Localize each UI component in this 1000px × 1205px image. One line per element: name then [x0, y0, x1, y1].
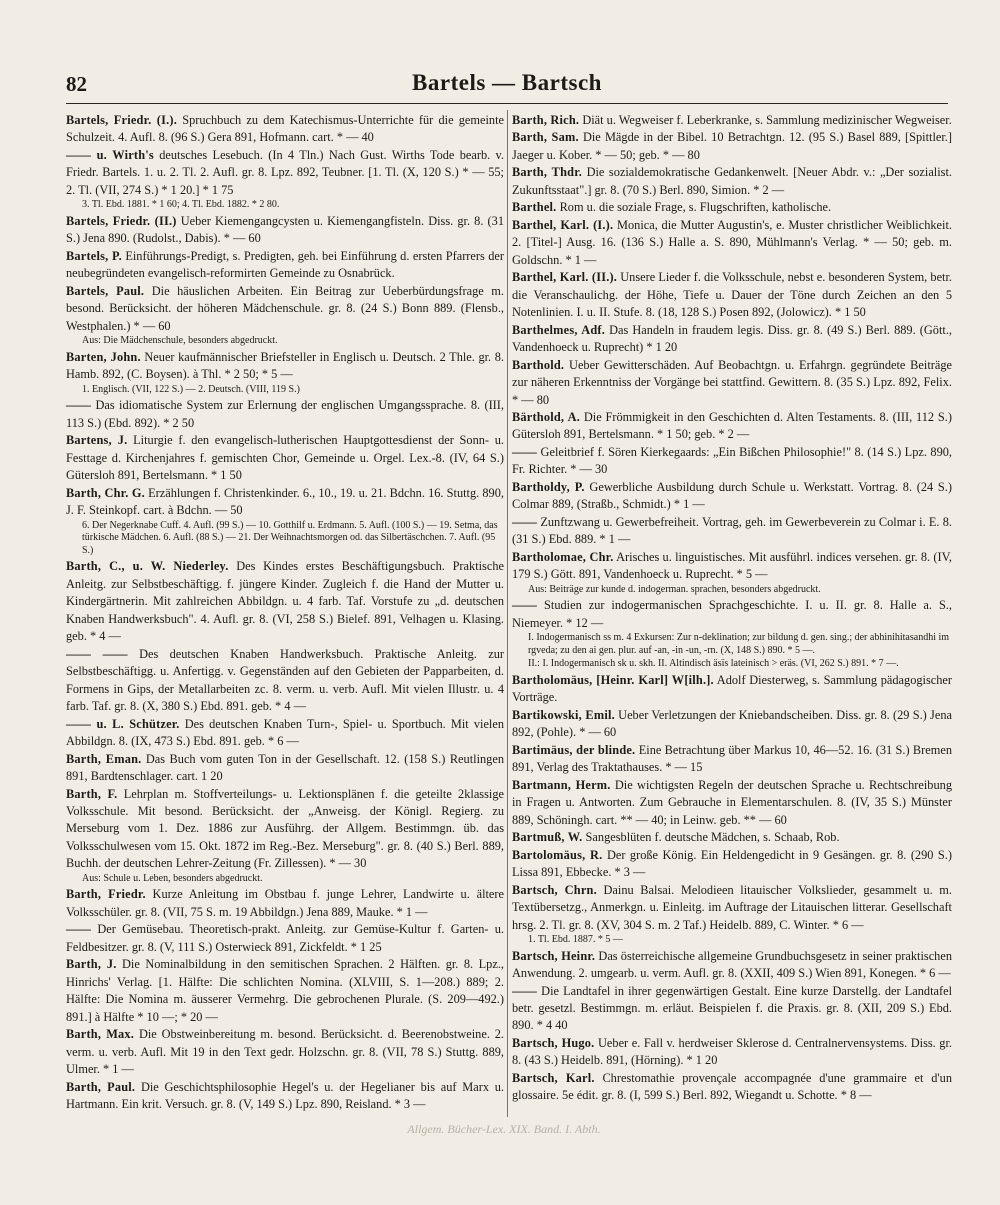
bibliography-entry — [66, 751, 504, 786]
entry-text: Studien zur indogermanischen Sprachgeschichte. I. u. II. gr. 8. Halle a. S., Niemeyer. * 12 — — [512, 598, 952, 630]
entry-author: Bartels, P. — [66, 248, 122, 263]
entry-text: Einführungs-Predigt, s. Predigten, geh. bei Einführung d. ersten Pfarrers der neubegründeten evangelisch-reformirten Gemeinde zu Osnabrück. — [66, 248, 504, 281]
entry-author: Bärthold, A. — [512, 409, 580, 424]
entry-author: Bartholomäus, [Heinr. Karl] W[ilh.]. — [512, 672, 714, 687]
entry-author: Barth, Eman. — [66, 751, 142, 766]
entry-author: Barth, Paul. — [66, 1079, 136, 1094]
entry-text: Diät u. Wegweiser f. Leberkranke, s. Sammlung medizinischer Wegweiser. — [582, 113, 952, 127]
bibliography-entry — [66, 485, 504, 520]
entry-author: Barthel, Karl. (II.). — [512, 270, 618, 285]
bibliography-entry — [66, 921, 504, 956]
entry-author: Barten, John. — [66, 349, 141, 364]
right-column — [512, 112, 952, 1105]
entry-text: Das Buch vom guten Ton in der Gesellschaft. 12. (158 S.) Reutlingen 891, Bardtenschlager. cart. 1 20 — [66, 751, 504, 784]
bibliography-entry — [66, 397, 504, 432]
entry-author: —— — [512, 598, 538, 613]
entry-author: Barthelmes, Adf. — [512, 322, 606, 337]
entry-text: Unsere Lieder f. die Volksschule, nebst e. besonderen System, betr. die Veranschaulichg. der Höhe, Tiefe u. Dauer der Töne durch Zeichen an den 5 Notenlinien. I. u. II. Stufe. 8. (18, 128 S.) Posen 892, (Jolowicz). * 1 50 — [512, 270, 952, 320]
bibliography-entry — [66, 283, 504, 335]
entry-text: Die Frömmigkeit in den Geschichten d. Alten Testaments. 8. (III, 112 S.) Gütersloh 891, Bertelsmann. * 1 50; geb. * 2 — — [512, 409, 952, 442]
entry-text: Des Kindes erstes Beschäftigungsbuch. Praktische Anleitg. zur Selbstbeschäftigg. f. jüngere Kinder. Zugleich f. die Hand der Mutter u. Kindergärtnerin. Mit zahlreichen Abbildgn. u. 4 farb. Taf. Vorstufe zu „d. deutschen Knaben Handwerksbuch". 4. Aufl. gr. 8. (VI, 258 S.) Bielef. 891, Velhagen u. Klasing. geb. * 4 — — [66, 559, 504, 644]
entry-author: —— — [512, 983, 538, 998]
bibliography-entry — [512, 217, 952, 269]
bibliography-entry — [512, 597, 952, 632]
entry-text: Eine Betrachtung über Markus 10, 46—52. 16. (31 S.) Bremen 891, Verlag des Traktathauses. * — 15 — [512, 742, 953, 775]
entry-text: Kurze Anleitung im Obstbau f. junge Lehrer, Landwirte u. ältere Volksschüler. gr. 8. (VII, 75 S. m. 19 Abbildgn.) Jena 889, Mauke. * 1 — — [66, 887, 504, 919]
entry-text: Des deutschen Knaben Handwerksbuch. Praktische Anleitg. zur Selbstbeschäftigg. u. Anfertigg. v. Gegenständen auf den Gebieten der Papparbeiten, d. Formens in Gips, der Metallarbeiten zc. 8. verm. u. verb. Aufl. Mit vielen Illustr. u. 4 farb. Taf. gr. 8. (X, 380 S.) Ebd. 891. geb. * 4 — — [66, 646, 504, 714]
bibliography-entry — [66, 558, 504, 645]
entry-author: Bartsch, Chrn. — [512, 882, 597, 897]
entry-author: —— u. Wirth's — [66, 147, 154, 162]
entry-text: Zunftzwang u. Gewerbefreiheit. Vortrag, geh. im Gewerbeverein zu Colmar i. E. 8. (31 S.) Ebd. 889. * 1 — — [512, 514, 952, 547]
entry-author: Bartsch, Hugo. — [512, 1035, 595, 1050]
entry-author: Barthold. — [512, 357, 565, 372]
left-column — [66, 112, 504, 1114]
entry-note: Aus: Schule u. Leben, besonders abgedruckt. — [82, 872, 263, 884]
entry-text: Ueber Gewitterschäden. Auf Beobachtgn. u. Erfahrgn. gegründete Beiträge zur näheren Erkenntniss der Vorgänge bei stattfind. Gewittern. 8. (35 S.) Lpz. 892, Felix. * — 80 — [512, 357, 952, 407]
entry-author: —— u. L. Schützer. — [66, 716, 180, 731]
entry-note: 3. Tl. Ebd. 1881. * 1 60; 4. Tl. Ebd. 1882. * 2 80. — [82, 199, 280, 211]
entry-text: Gewerbliche Ausbildung durch Schule u. Werkstatt. Vortrag. 8. (24 S.) Colmar 889, (Straßb., Schmidt.) * 1 — — [512, 479, 952, 512]
entry-text: Liturgie f. den evangelisch-lutherischen Hauptgottesdienst der Sonn- u. Festtage d. Kirchenjahres f. gemischten Chor, Gemeinde u. Orgel. Lex.-8. (IV, 64 S.) Gütersloh 891, Bertelsmann. * 1 50 — [66, 433, 504, 483]
entry-note: 1. Englisch. (VII, 122 S.) — 2. Deutsch. (VIII, 119 S.) — [82, 383, 300, 395]
entry-text: Erzählungen f. Christenkinder. 6., 10., 19. u. 21. Bdchn. 16. Stuttg. 890, J. F. Steinkopf. cart. à Bdchn. — 50 — [66, 485, 504, 518]
running-head: Bartels — Bartsch — [412, 70, 602, 95]
page-number: 82 — [66, 72, 87, 96]
entry-author: Barth, F. — [66, 786, 118, 801]
bibliography-entry — [512, 129, 952, 164]
bibliography-entry — [66, 786, 504, 873]
entry-author: —— — [512, 444, 538, 459]
bibliography-entry — [66, 646, 504, 716]
entry-author: —— — [512, 514, 538, 529]
entry-author: Bartels, Paul. — [66, 283, 145, 298]
bibliography-entry — [512, 479, 952, 514]
entry-author: Barth, Friedr. — [66, 887, 146, 902]
bibliography-entry — [66, 248, 504, 283]
entry-author: Bartens, J. — [66, 433, 128, 448]
entry-text: Des deutschen Knaben Turn-, Spiel- u. Sportbuch. Mit vielen Abbildgn. 8. (IX, 473 S.) Ebd. 891. geb. * 6 — — [66, 716, 504, 749]
entry-text: Die sozialdemokratische Gedankenwelt. [Neuer Abdr. v.: „Der sozialist. Zukunftsstaat".] gr. 8. (70 S.) Berl. 890, Simion. * 2 — — [512, 165, 952, 197]
entry-text: Die Mägde in der Bibel. 10 Betrachtgn. 12. (95 S.) Basel 889, [Spittler.] Jaeger u. Kober. * — 50; geb. * — 80 — [512, 130, 952, 162]
entry-text: Die Nominalbildung in den semitischen Sprachen. 2 Hälften. gr. 8. Lpz., Hinrichs' Verlag. [1. Hälfte: Die schlichten Nomina. (XLVIII, S. 1—208.) 889; 2. Hälfte: Die Nomina m. äusserer Vermehrg. Die gebrochenen Plurale. (S. 209—492.) 891.] à Hälfte * 10 —; * 20 — — [66, 957, 504, 1024]
entry-author: Barthel. — [512, 200, 557, 215]
entry-text: Monica, die Mutter Augustin's, e. Muster christlicher Weiblichkeit. 2. [Titel-] Ausg. 16. (136 S.) Halle a. S. 890, Mühlmann's Verlag. * — 50; geb. m. Goldschn. * 1 — — [512, 217, 952, 267]
bibliography-entry — [512, 777, 952, 829]
bibliography-entry — [512, 514, 952, 549]
bibliography-entry — [512, 269, 952, 321]
bibliography-entry — [512, 444, 952, 479]
bibliography-entry — [512, 549, 952, 584]
entry-author: Bartels, Friedr. (II.) — [66, 213, 177, 228]
entry-text: Der große König. Ein Heldengedicht in 9 Gesängen. gr. 8. (290 S.) Lissa 891, Ebbecke. * 3 — — [512, 847, 952, 880]
entry-author: —— — [66, 398, 92, 413]
entry-text: Die häuslichen Arbeiten. Ein Beitrag zur Ueberbürdungsfrage m. besond. Berücksicht. der höheren Mädchenschule. gr. 8. (24 S.) Bonn 889. (Flensb., Westphalen.) * — 60 — [66, 283, 504, 333]
bibliography-entry — [512, 672, 952, 707]
entry-text: Das österreichische allgemeine Grundbuchsgesetz in seiner praktischen Anwendung. 2. umgearb. u. verm. Aufl. gr. 8. (XXII, 409 S.) Wien 891, Konegen. * 6 — — [512, 948, 952, 981]
bibliography-entry — [66, 112, 504, 147]
entry-author: Bartholomae, Chr. — [512, 549, 614, 564]
entry-author: Barthel, Karl. (I.). — [512, 217, 614, 232]
entry-author: Barth, J. — [66, 957, 117, 972]
bibliography-entry — [512, 357, 952, 409]
bibliography-entry — [66, 147, 504, 199]
entry-text: Das idiomatische System zur Erlernung der englischen Umgangssprache. 8. (III, 113 S.) (Ebd. 892). * 2 50 — [66, 398, 504, 430]
entry-note: I. Indogermanisch ss m. 4 Exkursen: Zur n-deklination; zur bildung d. gen. sing.; der abhinihitasandhi im rgveda; zu den ai gen. plur. auf -an, -in -un, -rn. (X, 148 S.) 890. * 5 —. — [528, 632, 950, 656]
bibliography-entry — [66, 886, 504, 921]
entry-text: Neuer kaufmännischer Briefsteller in Englisch u. Deutsch. 2 Thle. gr. 8. Hamb. 892, (C. Boysen). à Thl. * 2 50; * 5 — — [66, 349, 504, 382]
entry-author: Bartmuß, W. — [512, 830, 583, 845]
entry-text: Lehrplan m. Stoffverteilungs- u. Lektionsplänen f. die geteilte 2klassige Volksschule. Mit besond. Berücksicht. der „Anweisg. der Königl. Regierg. zu Merseburg vom 1. Dez. 1886 zur Ausführg. der Allgem. Bestimmgn. üb. das Volksschulwesen vom 15. Okt. 1872 im Reg.-Bez. Merseburg". gr. 8. (40 S.) Berl. 889, Buchh. der deutschen Lehrer-Zeitung (Fr. Zillessen). * — 30 — [66, 786, 504, 871]
entry-note: II.: I. Indogermanisch sk u. skh. II. Altindisch äsïs lateinisch > eräs. (VI, 262 S.) 891. * 7 —. — [528, 658, 899, 670]
entry-author: —— —— — [66, 646, 128, 661]
bibliography-entry — [512, 847, 952, 882]
entry-author: Bartolomäus, R. — [512, 847, 603, 862]
entry-author: Barth, Chr. G. — [66, 485, 145, 500]
entry-text: Die Obstweinbereitung m. besond. Berücksicht. d. Beerenobstweine. 2. verm. u. verb. Aufl. Mit 19 in den Text gedr. Holzschn. gr. 8. (VII, 78 S.) Stuttg. 889, Ulmer. * 1 — — [66, 1027, 505, 1077]
bibliography-entry — [512, 199, 952, 216]
bibliography-entry — [512, 707, 952, 742]
entry-author: Bartimäus, der blinde. — [512, 742, 636, 757]
entry-text: Das Handeln in fraudem legis. Diss. gr. 8. (49 S.) Berl. 889. (Gött., Vandenhoeck u. Ruprecht) * 1 20 — [512, 322, 952, 355]
bibliography-entry — [512, 164, 952, 199]
entry-author: Barth, Thdr. — [512, 165, 583, 180]
entry-author: Barth, C., u. W. Niederley. — [66, 559, 229, 574]
bibliography-entry — [512, 409, 952, 444]
bibliography-entry — [66, 1026, 504, 1078]
entry-text: Dainu Balsai. Melodieen litauischer Volkslieder, gesammelt u. m. Textübersetzg., Anmerkgn. u. Einleitg. im Auftrage der Litauischen litterar. Gesellschaft hrsg. 2. Tl. gr. 8. (XV, 304 S. m. 2 Taf.) Heidelb. 889, C. Winter. * 6 — — [512, 882, 952, 932]
bibliography-entry — [66, 1079, 504, 1114]
entry-note: 1. Tl. Ebd. 1887. * 5 — — [528, 934, 623, 945]
bibliography-entry — [66, 716, 504, 751]
page-footer: Allgem. Bücher-Lex. XIX. Band. I. Abth. — [407, 1122, 601, 1136]
entry-text: Ueber Verletzungen der Kniebandscheiben. Diss. gr. 8. (29 S.) Jena 892, (Pohle). * — 60 — [512, 707, 952, 740]
bibliography-entry — [512, 882, 952, 934]
header-rule — [66, 103, 948, 104]
bibliography-entry — [512, 1035, 952, 1070]
entry-text: Sangesblüten f. deutsche Mädchen, s. Schaab, Rob. — [585, 830, 840, 845]
entry-author: Bartels, Friedr. (I.). — [66, 113, 177, 127]
entry-text: Spruchbuch zu dem Katechismus-Unterrichte für die gemeinte Schulzeit. 4. Aufl. 8. (96 S.) Gera 891, Hofmann. cart. * — 40 — [66, 113, 504, 145]
entry-author: Bartsch, Karl. — [512, 1070, 595, 1085]
entry-text: Ueber Kiemengangcysten u. Kiemengangfisteln. Diss. gr. 8. (31 S.) Jena 890. (Rudolst., Dabis). * — 60 — [66, 213, 504, 246]
bibliography-entry — [512, 829, 952, 846]
page-header — [66, 72, 948, 98]
entry-text: Die Landtafel in ihrer gegenwärtigen Gestalt. Eine kurze Darstellg. der Landtafel betr. gesetzl. Bestimmgn. m. erläut. Beispielen f. die Praxis. gr. 8. (XII, 209 S.) Ebd. 890. * 4 40 — [512, 983, 952, 1033]
entry-author: —— — [66, 922, 92, 937]
bibliography-entry — [512, 742, 952, 777]
bibliography-entry — [512, 948, 952, 983]
entry-author: Barth, Sam. — [512, 130, 579, 145]
bibliography-entry — [66, 349, 504, 384]
entry-text: Die wichtigsten Regeln der deutschen Sprache u. Rechtschreibung in Fragen u. Antworten. Zum Gebrauche in Elementarschulen. 8. (IV, 35 S.) Münster 889, Schöningh. cart. ** — 40; in Leinw. geb. ** — 60 — [512, 777, 952, 827]
entry-note: Aus: Die Mädchenschule, besonders abgedruckt. — [82, 335, 278, 347]
entry-author: Bartholdy, P. — [512, 479, 585, 494]
bibliography-entry — [512, 1070, 952, 1105]
bibliography-entry — [66, 213, 504, 248]
entry-text: Arisches u. linguistisches. Mit ausführl. indices versehen. gr. 8. (IV, 179 S.) Gött. 891, Vandenhoeck u. Ruprecht. * 5 — — [512, 549, 953, 582]
entry-text: Geleitbrief f. Sören Kierkegaards: „Ein Bißchen Philosophie!" 8. (14 S.) Lpz. 890, Fr. Richter. * — 30 — [512, 444, 952, 477]
bibliography-entry — [512, 322, 952, 357]
bibliography-entry — [66, 432, 504, 484]
entry-text: Ueber e. Fall v. herdweiser Sklerose d. Centralnervensystems. Diss. gr. 8. (43 S.) Heidelb. 891, (Hörning). * 1 20 — [512, 1035, 952, 1068]
entry-note: Aus: Beiträge zur kunde d. indogerman. sprachen, besonders abgedruckt. — [528, 583, 821, 595]
bibliography-entry — [512, 983, 952, 1035]
entry-author: Bartikowski, Emil. — [512, 707, 615, 722]
bibliography-entry — [512, 112, 952, 129]
entry-author: Bartmann, Herm. — [512, 777, 611, 792]
entry-author: Bartsch, Heinr. — [512, 948, 596, 963]
entry-author: Barth, Max. — [66, 1027, 135, 1042]
entry-text: Adolf Diesterweg, s. Sammlung pädagogischer Vorträge. — [512, 672, 953, 705]
entry-text: Der Gemüsebau. Theoretisch-prakt. Anleitg. zur Gemüse-Kultur f. Garten- u. Feldbesitzer. gr. 8. (V, 111 S.) Osterwieck 891, Zickfeldt. * 1 25 — [66, 922, 504, 954]
bibliography-entry — [66, 956, 504, 1026]
entry-text: Die Geschichtsphilosophie Hegel's u. der Hegelianer bis auf Marx u. Hartmann. Ein krit. Versuch. gr. 8. (V, 149 S.) Lpz. 890, Reisland. * 3 — — [66, 1079, 505, 1112]
entry-text: Rom u. die soziale Frage, s. Flugschriften, katholische. — [559, 200, 832, 215]
entry-note: 6. Der Negerknabe Cuff. 4. Aufl. (99 S.) — 10. Gotthilf u. Erdmann. 5. Aufl. (100 S.) — 19. Setma, das türkische Mädchen. 6. Aufl. (88 S.) — 21. Der Weihnachtsmorgen od. das Silbertäschchen. 7. Aufl. (95 S.) — [82, 519, 498, 556]
entry-text: deutsches Lesebuch. (In 4 Tln.) Nach Gust. Wirths Tode bearb. v. Friedr. Bartels. 1. u. 2. Tl. 2. Aufl. gr. 8. Lpz. 892, Teubner. [1. Tl. (X, 120 S.) * — 55; 2. Tl. (VII, 274 S.) * 1 20.] * 1 75 — [66, 147, 504, 197]
entry-text: Chrestomathie provençale accompagnée d'une grammaire et d'un glossaire. 5e édit. gr. 8. (I, 599 S.) Berl. 892, Wiegandt u. Schotte. * 8 — — [512, 1070, 952, 1103]
column-divider — [507, 110, 508, 1117]
entry-author: Barth, Rich. — [512, 113, 580, 127]
